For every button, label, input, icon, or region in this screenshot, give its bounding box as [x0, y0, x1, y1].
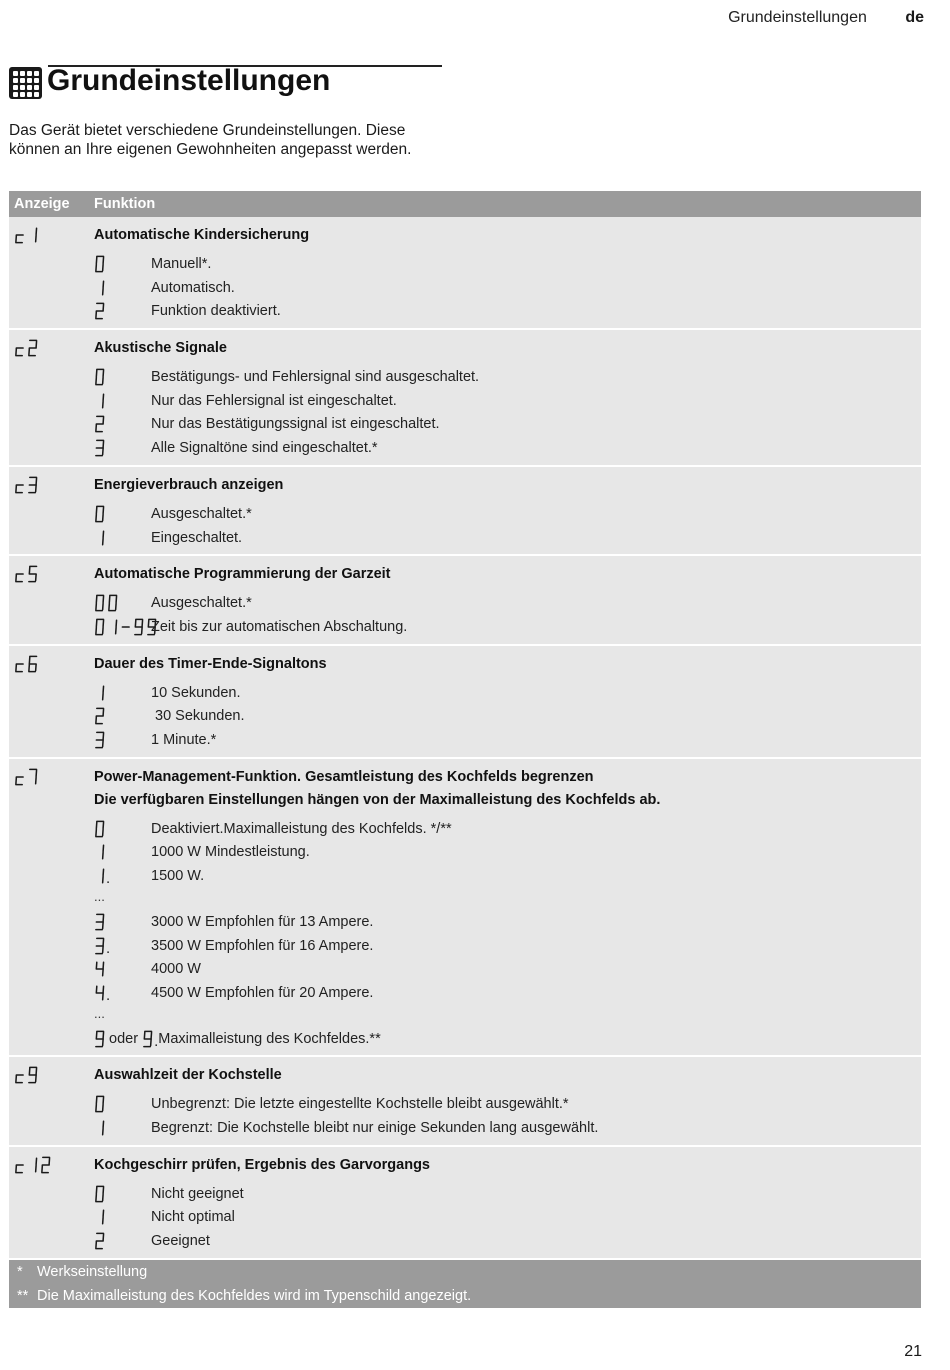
option-display-value	[94, 255, 151, 273]
option-description: Ausgeschaltet.*	[151, 505, 252, 522]
option-display-glyph	[94, 529, 105, 547]
option-description: Unbegrenzt: Die letzte eingestellte Kochstelle bleibt ausgewählt.*	[151, 1096, 569, 1113]
setting-code-c2	[14, 339, 38, 357]
option-display-glyph	[94, 843, 105, 861]
option-description: Maximalleistung des Kochfeldes.**	[158, 1030, 381, 1047]
option-item	[94, 276, 235, 300]
page-number: 21	[904, 1343, 922, 1360]
running-header-section: Grundeinstellungen	[728, 9, 867, 26]
option-description: 3500 W Empfohlen für 16 Ampere.	[151, 937, 374, 954]
setting-title: Automatische Programmierung der Garzeit	[94, 566, 391, 583]
option-description: Nicht geeignet	[151, 1185, 244, 1202]
option-display-value	[94, 368, 151, 386]
option-display-glyph	[94, 1232, 105, 1250]
option-description: 1500 W.	[151, 868, 205, 885]
option-item	[94, 1205, 235, 1229]
setting-title: Energieverbrauch anzeigen	[94, 476, 284, 493]
option-item	[94, 910, 373, 934]
option-item	[94, 681, 241, 705]
option-display-value	[94, 1030, 158, 1048]
column-header-function: Funktion	[94, 196, 156, 212]
option-display-value	[94, 1208, 151, 1226]
option-display-glyph	[94, 255, 105, 273]
intro-text: Das Gerät bietet verschiedene Grundeinstellungen. Diese können an Ihre eigenen Gewohnheiten angepasst werden.	[9, 122, 412, 158]
option-description: 30 Sekunden.	[151, 708, 245, 725]
setting-row-c9	[9, 1057, 921, 1146]
setting-code-c9	[14, 1066, 38, 1084]
option-or-text: oder	[105, 1030, 143, 1047]
option-description: Begrenzt: Die Kochstelle bleibt nur einige Sekunden lang ausgewählt.	[151, 1120, 599, 1137]
option-display-glyph	[94, 415, 105, 433]
option-display-value	[94, 618, 151, 636]
option-item	[94, 704, 245, 728]
option-display-glyph	[94, 594, 118, 612]
option-display-glyph	[94, 960, 105, 978]
option-item	[94, 389, 397, 413]
option-item	[94, 1027, 381, 1051]
setting-title: Kochgeschirr prüfen, Ergebnis des Garvorgangs	[94, 1156, 430, 1173]
option-display-value	[94, 707, 151, 725]
option-display-value	[94, 439, 151, 457]
option-description: 10 Sekunden.	[151, 684, 241, 701]
option-display-glyph: .	[106, 939, 111, 957]
footnote	[9, 1284, 921, 1308]
table-footnotes	[9, 1260, 921, 1308]
option-item	[94, 817, 452, 841]
option-description: Manuell*.	[151, 256, 212, 272]
option-display-value	[94, 960, 151, 978]
setting-title: Auswahlzeit der Kochstelle	[94, 1067, 282, 1084]
option-display-glyph	[94, 392, 105, 410]
option-item	[94, 615, 407, 639]
settings-table	[9, 191, 921, 1308]
page-title: Grundeinstellungen	[47, 64, 331, 97]
option-display-value	[94, 279, 151, 297]
setting-title: Power-Management-Funktion. Gesamtleistung des Kochfelds begrenzen	[94, 768, 594, 785]
setting-code-c3	[14, 476, 38, 494]
option-display-glyph	[94, 1208, 105, 1226]
option-display-glyph	[94, 439, 105, 457]
option-description: Nur das Bestätigungssignal ist eingeschaltet.	[151, 416, 440, 433]
option-item	[94, 728, 216, 752]
option-item	[94, 252, 211, 276]
option-display-value	[94, 529, 151, 547]
option-display-value	[94, 415, 151, 433]
option-display-glyph	[94, 505, 105, 523]
option-item	[94, 412, 440, 436]
option-display-value	[94, 1095, 151, 1113]
option-item	[94, 526, 242, 550]
option-description: Funktion deaktiviert.	[151, 303, 281, 320]
option-item	[94, 1229, 210, 1253]
option-display-glyph	[94, 820, 105, 838]
setting-row-c2	[9, 330, 921, 467]
running-header-language: de	[905, 9, 924, 26]
setting-title: Akustische Signale	[94, 340, 227, 357]
option-display-glyph	[94, 731, 105, 749]
setting-code-c5	[14, 565, 38, 583]
setting-row-c3	[9, 467, 921, 556]
setting-title: Automatische Kindersicherung	[94, 227, 310, 243]
option-item	[94, 1116, 598, 1140]
option-display-value	[94, 1119, 151, 1137]
option-display-value	[94, 913, 151, 931]
option-description: 4000 W	[151, 961, 201, 978]
setting-code-c6	[14, 655, 38, 673]
option-ellipsis: ...	[94, 1005, 105, 1021]
option-display-glyph	[94, 913, 105, 931]
table-header	[9, 191, 921, 217]
setting-title: Dauer des Timer-Ende-Signaltons	[94, 655, 327, 672]
setting-code-c7	[14, 768, 38, 786]
option-description: Eingeschaltet.	[151, 529, 243, 546]
option-description: Ausgeschaltet.*	[151, 595, 252, 612]
option-item	[94, 299, 281, 323]
option-display-value	[94, 820, 151, 838]
footnote-mark: *	[17, 1263, 23, 1280]
option-display-value	[94, 843, 151, 861]
option-display-value	[94, 302, 151, 320]
option-item	[94, 365, 479, 389]
option-item	[94, 981, 373, 1005]
option-description: Geeignet	[151, 1233, 210, 1250]
option-display-value	[94, 731, 151, 749]
option-description: 3000 W Empfohlen für 13 Ampere.	[151, 913, 374, 930]
setting-row-c1	[9, 217, 921, 330]
option-item	[94, 864, 204, 888]
option-display-value	[94, 684, 151, 702]
option-display-glyph	[94, 707, 105, 725]
footnote-text: Die Maximalleistung des Kochfeldes wird im Typenschild angezeigt.	[37, 1287, 472, 1304]
footnote-text: Werkseinstellung	[37, 1263, 148, 1280]
table-body	[9, 217, 921, 1260]
option-display-glyph	[94, 1185, 105, 1203]
option-item	[94, 1092, 569, 1116]
option-display-glyph: .	[106, 986, 111, 1004]
option-display-value	[94, 392, 151, 410]
setting-code-c12	[14, 1156, 51, 1174]
option-description: 1000 W Mindestleistung.	[151, 844, 310, 861]
basic-settings-keypad-icon	[9, 67, 42, 99]
option-item	[94, 957, 201, 981]
footnote-mark: **	[17, 1287, 29, 1304]
option-display-glyph	[94, 684, 105, 702]
option-display-value	[94, 1232, 151, 1250]
option-description: Nicht optimal	[151, 1209, 235, 1226]
option-display-value	[94, 867, 151, 888]
setting-row-c12	[9, 1147, 921, 1260]
option-display-value	[94, 937, 151, 955]
option-display-glyph	[94, 1119, 105, 1137]
option-item	[94, 591, 252, 615]
option-description: Automatisch.	[151, 279, 235, 296]
setting-title: Die verfügbaren Einstellungen hängen von der Maximalleistung des Kochfelds ab.	[94, 791, 661, 808]
option-ellipsis: ...	[94, 888, 105, 904]
option-display-glyph	[94, 618, 157, 636]
option-display-glyph: .	[106, 870, 111, 888]
running-header	[728, 9, 924, 27]
footnote	[9, 1260, 921, 1284]
setting-row-c7	[9, 759, 921, 1058]
option-display-glyph	[94, 1095, 105, 1113]
option-description: Nur das Fehlersignal ist eingeschaltet.	[151, 392, 397, 409]
option-description: Bestätigungs- und Fehlersignal sind ausgeschaltet.	[151, 369, 480, 386]
option-display-glyph-alt: .	[154, 1032, 159, 1050]
setting-row-c5	[9, 556, 921, 645]
option-description: 1 Minute.*	[151, 732, 217, 749]
option-display-glyph	[94, 279, 105, 297]
setting-code-c1	[14, 226, 38, 244]
option-description: 4500 W Empfohlen für 20 Ampere.	[151, 984, 374, 1001]
option-display-value	[94, 505, 151, 523]
column-header-display: Anzeige	[14, 196, 70, 212]
option-display-value	[94, 1185, 151, 1203]
option-item	[94, 1182, 244, 1206]
option-item	[94, 436, 378, 460]
option-item	[94, 840, 310, 864]
option-item	[94, 502, 252, 526]
option-description: Deaktiviert.Maximalleistung des Kochfelds. */**	[151, 820, 452, 837]
option-display-glyph	[94, 302, 105, 320]
option-display-glyph	[94, 1030, 105, 1048]
option-item	[94, 934, 373, 958]
setting-row-c6	[9, 646, 921, 759]
option-display-glyph	[94, 368, 105, 386]
option-description: Alle Signaltöne sind eingeschaltet.*	[151, 440, 378, 457]
option-display-value	[94, 594, 151, 612]
option-display-value	[94, 984, 151, 1002]
option-description: Zeit bis zur automatischen Abschaltung.	[151, 618, 408, 635]
